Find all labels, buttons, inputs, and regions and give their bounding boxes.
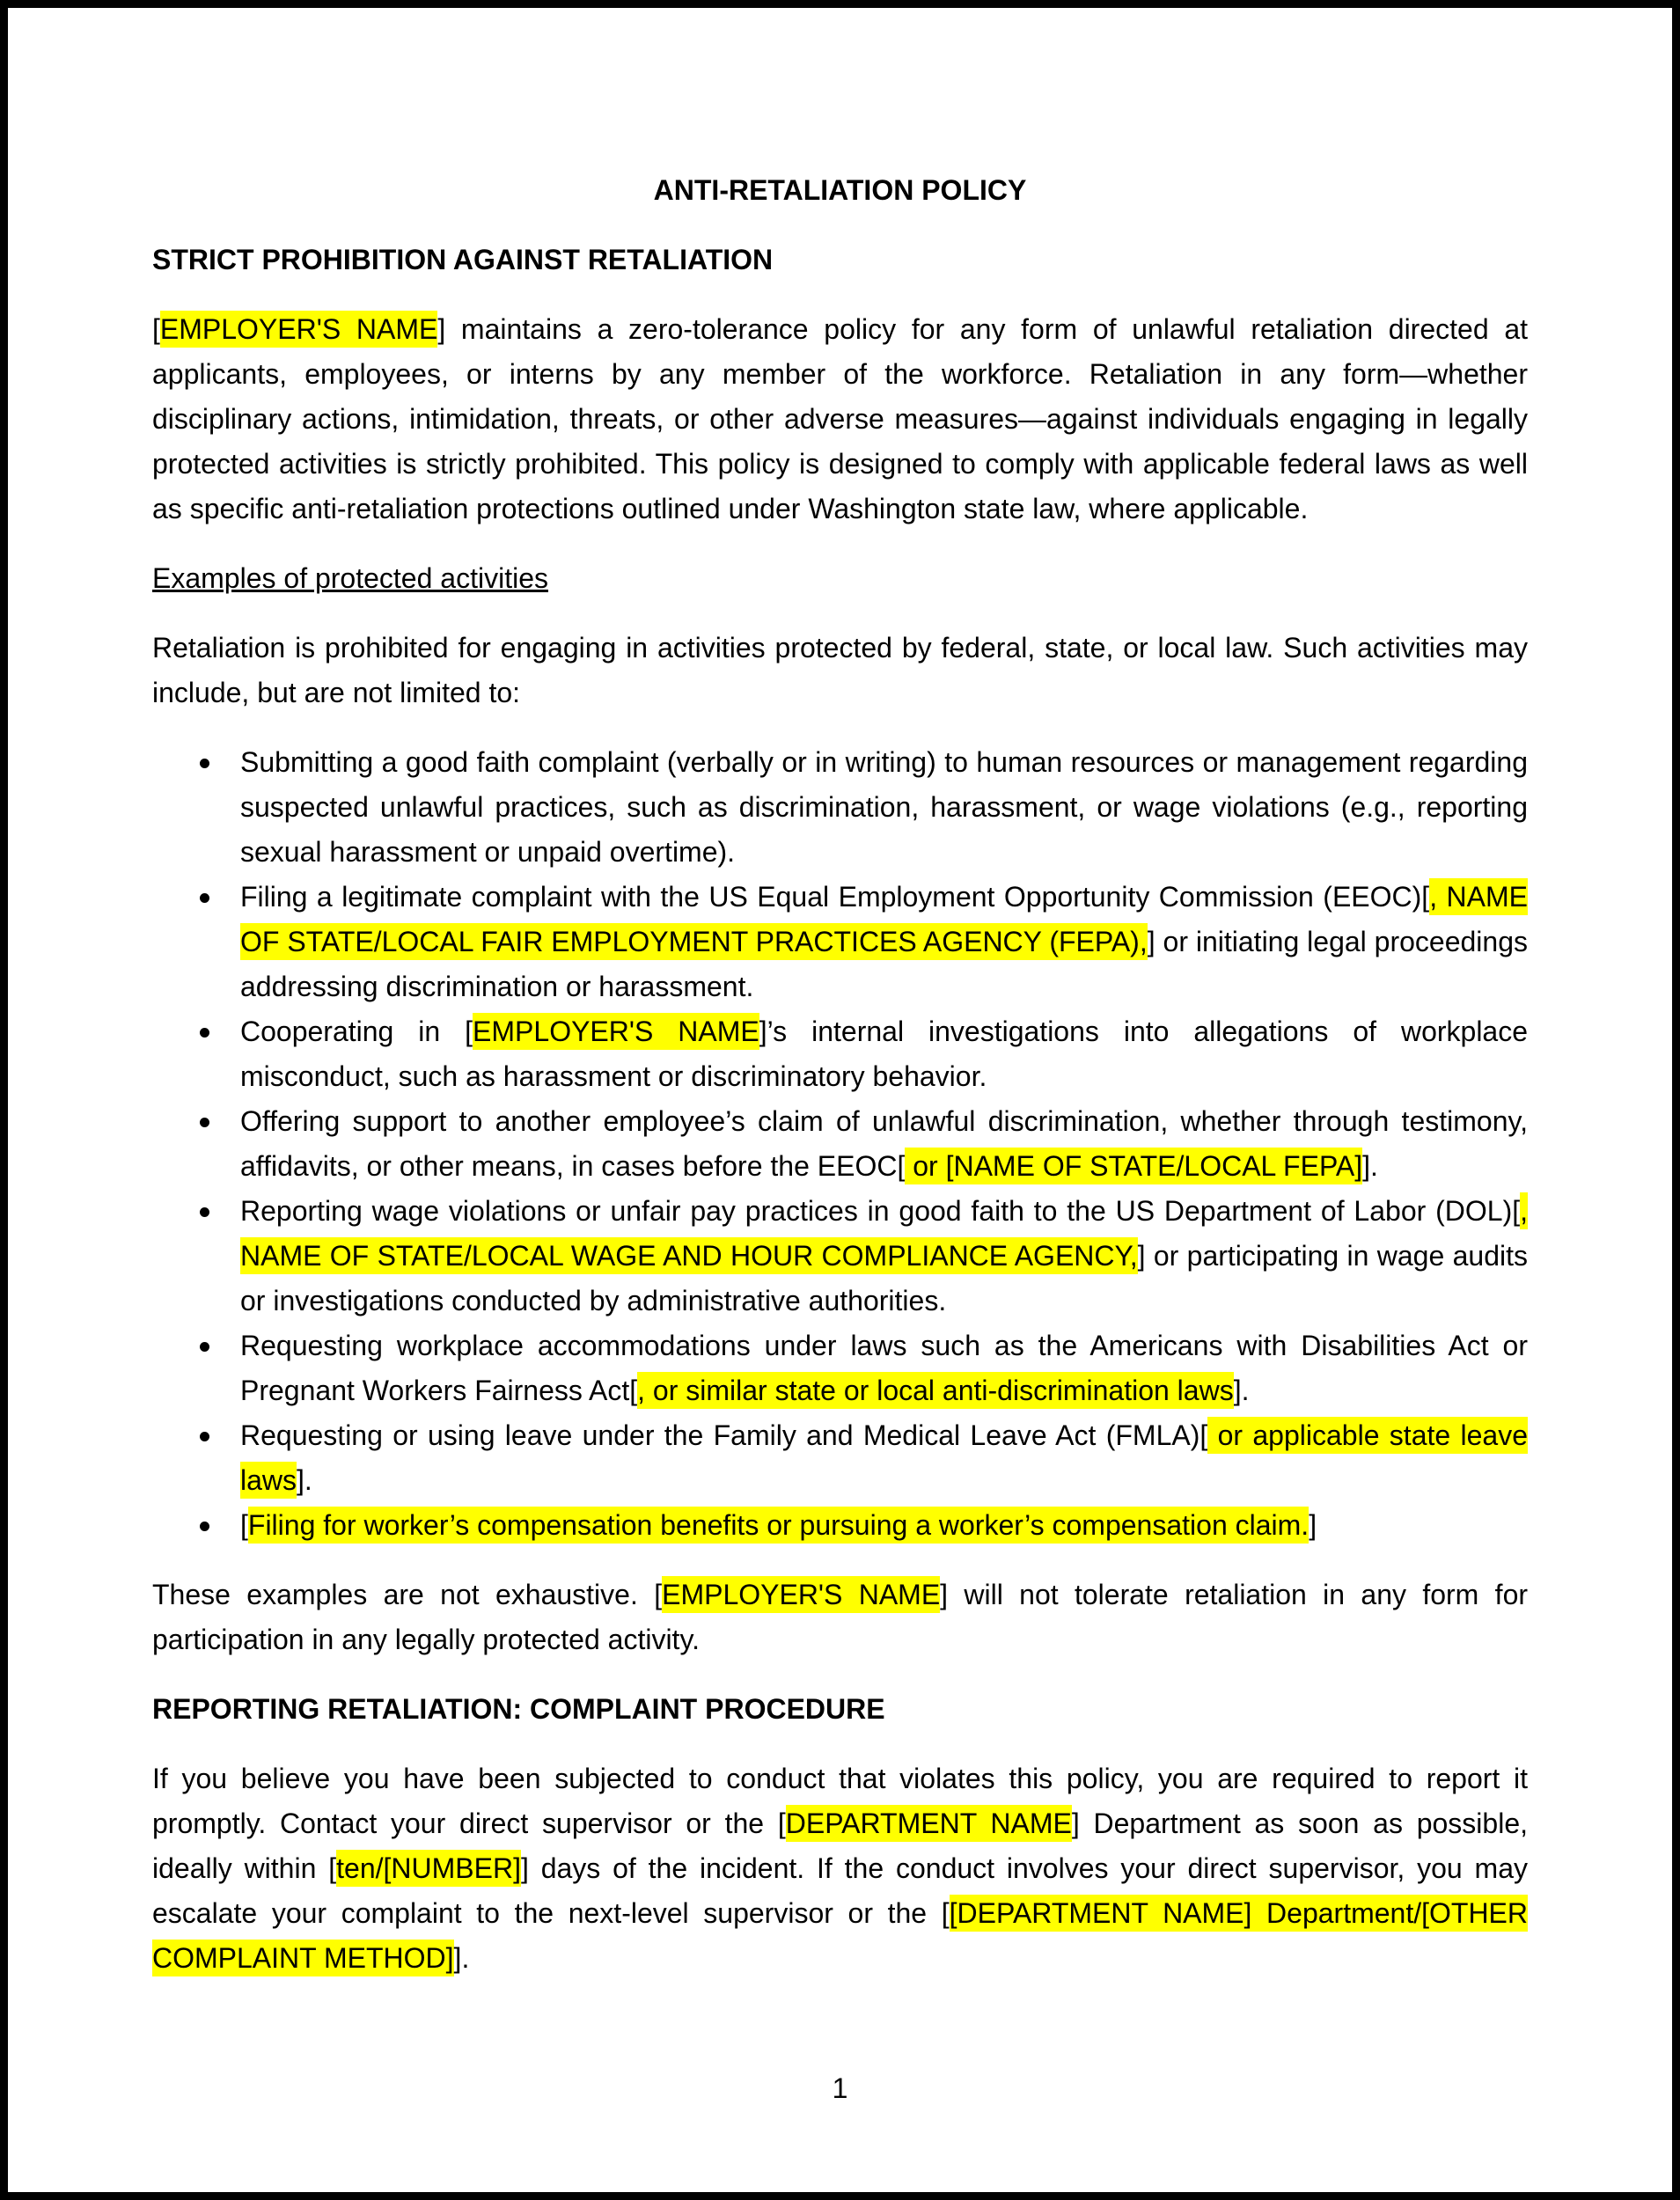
text-run: These examples are not exhaustive. [ xyxy=(152,1579,663,1610)
highlighted-placeholder: ten/[NUMBER] xyxy=(336,1850,521,1887)
list-item xyxy=(152,1413,1528,1503)
text-run: [ xyxy=(152,313,160,345)
text-run: Requesting or using leave under the Family and Medical Leave Act (FMLA)[ xyxy=(240,1419,1208,1451)
highlighted-placeholder: , NAME OF STATE/LOCAL FAIR EMPLOYMENT PRACTICES AGENCY (FEPA), xyxy=(240,878,1528,960)
list-item xyxy=(152,1189,1528,1324)
list-item xyxy=(152,1324,1528,1413)
list-item xyxy=(152,875,1528,1009)
section-heading-examples: Examples of protected activities xyxy=(152,562,548,594)
text-run: Offering support to another employee’s claim of unlawful discrimination, whether through testimony, affidavits, or other means, in cases before the EEOC[ xyxy=(240,1105,1528,1182)
protected-activities-list xyxy=(152,740,1528,1548)
text-run: Submitting a good faith complaint (verbally or in writing) to human resources or management regarding suspected unlawful practices, such as discrimination, harassment, or wage violations (e.g., reporting sexual harassment or unpaid overtime). xyxy=(240,746,1528,868)
highlighted-placeholder: EMPLOYER'S NAME xyxy=(662,1576,940,1613)
list-item xyxy=(152,740,1528,875)
text-run: ]. xyxy=(1233,1375,1250,1406)
text-run: ]. xyxy=(453,1942,470,1974)
section-heading-prohibition: STRICT PROHIBITION AGAINST RETALIATION xyxy=(152,244,774,275)
page-number: 1 xyxy=(832,2072,848,2104)
highlighted-placeholder: Filing for worker’s compensation benefits or pursuing a worker’s compensation claim. xyxy=(248,1507,1309,1544)
text-run: Reporting wage violations or unfair pay practices in good faith to the US Department of Labor (DOL)[ xyxy=(240,1195,1521,1227)
highlighted-placeholder: or [NAME OF STATE/LOCAL FEPA] xyxy=(905,1148,1362,1184)
list-item xyxy=(152,1099,1528,1189)
text-run: ] days of the incident. If the conduct involves your direct supervisor, you may escalate your complaint to the next-level supervisor or the [ xyxy=(152,1852,1529,1929)
paragraph-not-exhaustive xyxy=(152,1573,1528,1662)
highlighted-placeholder: , or similar state or local anti-discrimination laws xyxy=(637,1372,1234,1409)
text-run: ] or initiating legal proceedings addressing discrimination or harassment. xyxy=(240,926,1529,1002)
text-run: Filing a legitimate complaint with the US Equal Employment Opportunity Commission (EEOC)[ xyxy=(240,881,1430,913)
text-run: If you believe you have been subjected to conduct that violates this policy, you are required to report it promptly. Contact your direct supervisor or the [ xyxy=(152,1763,1528,1839)
highlighted-placeholder: [DEPARTMENT NAME] Department/[OTHER COMPLAINT METHOD] xyxy=(152,1895,1528,1976)
highlighted-placeholder: , NAME OF STATE/LOCAL WAGE AND HOUR COMPLIANCE AGENCY, xyxy=(240,1192,1528,1274)
text-run: Retaliation is prohibited for engaging in activities protected by federal, state, or local law. Such activities may include, but are not limited to: xyxy=(152,632,1528,708)
text-run: Requesting workplace accommodations under laws such as the Americans with Disabilities Act or Pregnant Workers Fairness Act[ xyxy=(240,1330,1528,1406)
text-run: ] xyxy=(1309,1509,1317,1541)
list-item xyxy=(152,1503,1528,1548)
document-content xyxy=(8,8,1672,1981)
highlighted-placeholder: EMPLOYER'S NAME xyxy=(473,1013,759,1050)
list-item xyxy=(152,1009,1528,1099)
text-run: ]. xyxy=(1362,1150,1378,1182)
text-run: ]’s internal investigations into allegations of workplace misconduct, such as harassment or discriminatory behavior. xyxy=(240,1016,1529,1092)
highlighted-placeholder: or applicable state leave laws xyxy=(240,1417,1528,1499)
text-run: ] or participating in wage audits or investigations conducted by administrative authorities. xyxy=(240,1240,1529,1316)
paragraph-policy-statement xyxy=(152,307,1528,532)
paragraph-reporting-procedure xyxy=(152,1756,1528,1981)
text-run: Cooperating in [ xyxy=(240,1016,473,1047)
text-run: ] maintains a zero-tolerance policy for any form of unlawful retaliation directed at applicants, employees, or interns by any member of the workforce. Retaliation in any form—whether disciplinary actions, intimidation, threats, or other adverse measures—against individuals engaging in legally protected activities is strictly prohibited. This policy is designed to comply with applicable federal laws as well as specific anti-retaliation protections outlined under Washington state law, where applicable. xyxy=(152,313,1529,524)
text-run: ]. xyxy=(297,1464,312,1496)
document-title: ANTI-RETALIATION POLICY xyxy=(653,174,1027,206)
text-run: ] Department as soon as possible, ideally within [ xyxy=(152,1808,1529,1884)
highlighted-placeholder: DEPARTMENT NAME xyxy=(786,1805,1072,1842)
highlighted-placeholder: EMPLOYER'S NAME xyxy=(160,311,437,348)
text-run: [ xyxy=(240,1509,248,1541)
text-run: ] will not tolerate retaliation in any form for participation in any legally protected activity. xyxy=(152,1579,1529,1655)
paragraph-examples-intro xyxy=(152,626,1528,715)
section-heading-reporting: REPORTING RETALIATION: COMPLAINT PROCEDURE xyxy=(152,1693,885,1725)
